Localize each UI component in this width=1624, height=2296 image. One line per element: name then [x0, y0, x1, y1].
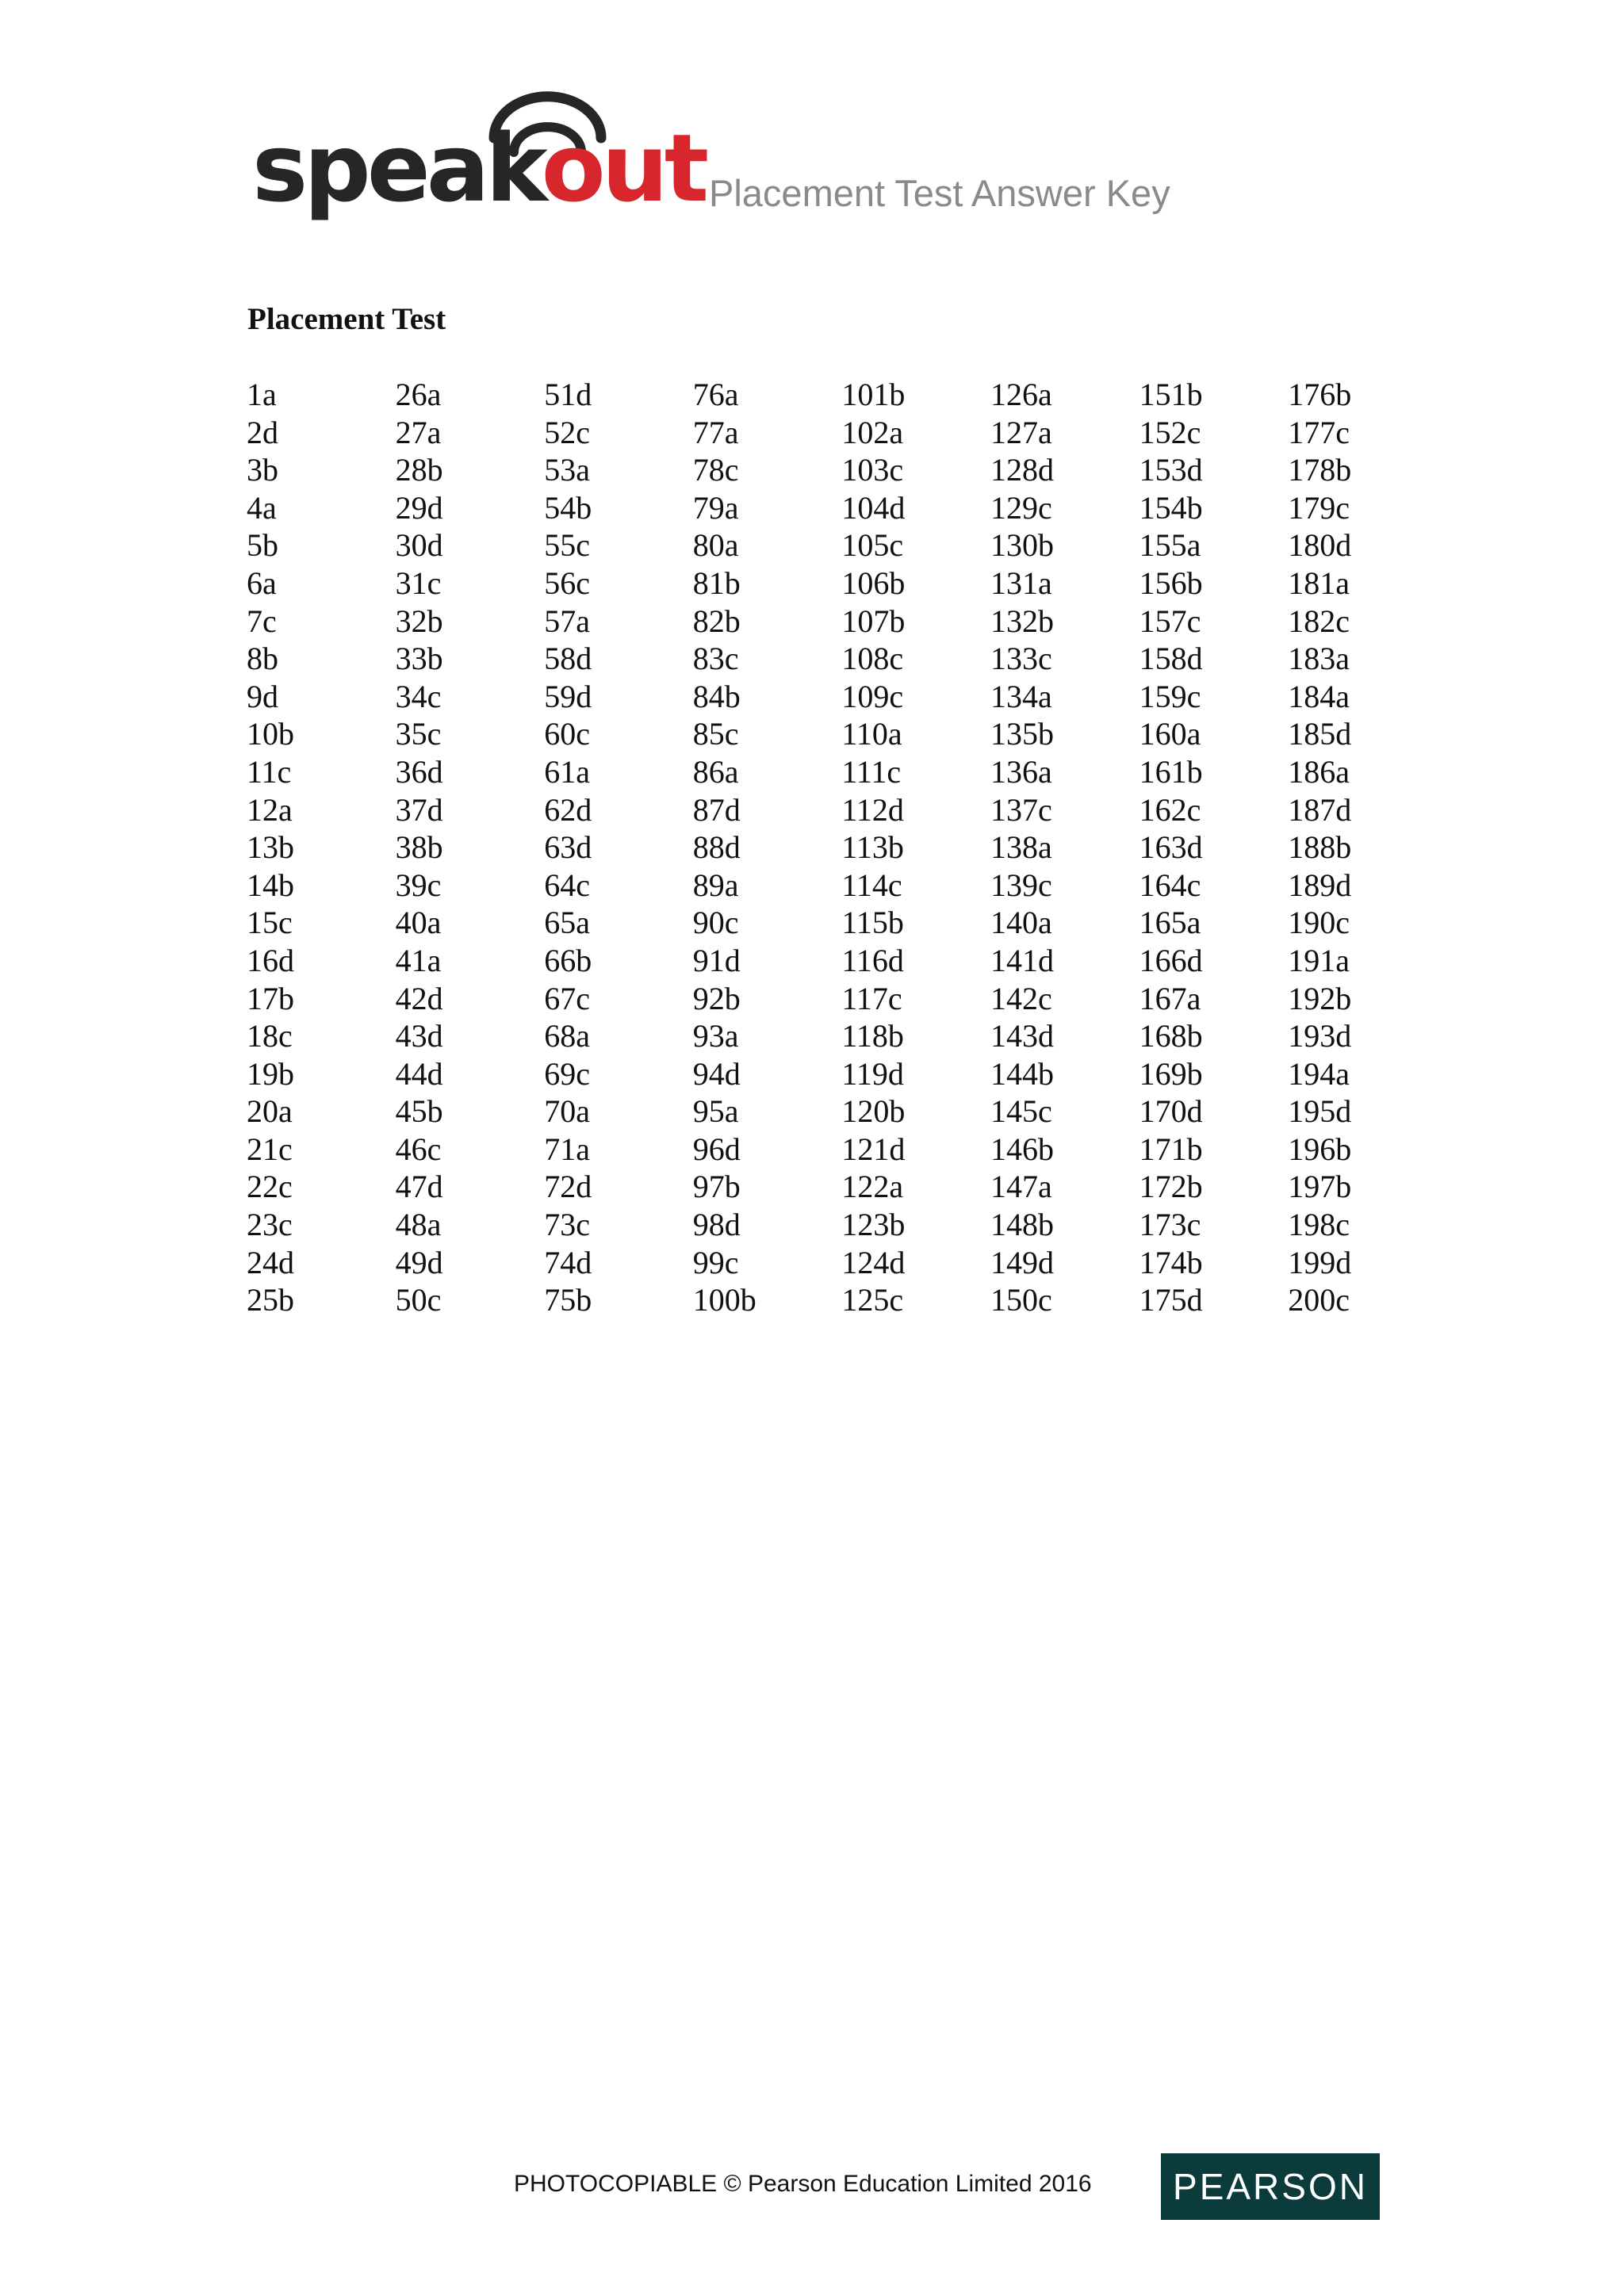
answer-item: 117c [841, 980, 902, 1016]
answer-item: 76a [692, 377, 739, 412]
footer-copyright: PHOTOCOPIABLE © Pearson Education Limited 2016 [514, 2171, 1092, 2197]
answer-item: 128d [990, 452, 1054, 488]
answer-item: 22c [247, 1169, 293, 1205]
answer-item: 173c [1139, 1207, 1201, 1243]
answer-item: 166d [1139, 942, 1203, 978]
answer-item: 31c [395, 564, 442, 601]
answer-item: 27a [395, 414, 442, 450]
answer-item: 80a [692, 527, 739, 564]
answer-item: 118b [841, 1018, 904, 1054]
answer-item: 51d [544, 377, 592, 412]
answer-item: 102a [841, 414, 904, 450]
answer-item: 140a [990, 905, 1052, 941]
answer-item: 88d [692, 829, 741, 866]
answer-item: 74d [544, 1244, 592, 1280]
answer-item: 58d [544, 641, 592, 677]
answer-item: 130b [990, 527, 1054, 564]
answer-item: 110a [841, 716, 902, 752]
logo-text-dark: speak [252, 113, 542, 223]
answer-item: 38b [395, 829, 443, 866]
answer-item: 73c [544, 1207, 590, 1243]
answer-item: 184a [1288, 678, 1350, 714]
answer-item: 91d [692, 942, 741, 978]
answer-item: 156b [1139, 564, 1203, 601]
answer-item: 44d [395, 1055, 443, 1092]
answer-item: 153d [1139, 452, 1203, 488]
answer-item: 144b [990, 1055, 1054, 1092]
answer-item: 135b [990, 716, 1054, 752]
answer-item: 139c [990, 867, 1052, 903]
answer-item: 114c [841, 867, 902, 903]
answer-item: 64c [544, 867, 590, 903]
answer-item: 2d [247, 414, 278, 450]
answer-item: 70a [544, 1093, 590, 1130]
answer-item: 174b [1139, 1244, 1203, 1280]
section-title: Placement Test [247, 302, 446, 336]
answer-item: 160a [1139, 716, 1201, 752]
answer-item: 87d [692, 791, 741, 828]
answer-item: 179c [1288, 489, 1350, 526]
answer-item: 133c [990, 641, 1052, 677]
answer-column [1288, 376, 1431, 1319]
header-title: Placement Test Answer Key [709, 172, 1170, 214]
answer-item: 61a [544, 753, 590, 790]
answer-item: 55c [544, 527, 590, 564]
answer-item: 116d [841, 942, 904, 978]
answer-item: 47d [395, 1169, 443, 1205]
answer-item: 63d [544, 829, 592, 866]
answer-item: 34c [395, 678, 442, 714]
answer-item: 154b [1139, 489, 1203, 526]
answer-item: 26a [395, 377, 442, 412]
answer-item: 7c [247, 603, 277, 639]
answer-item: 9d [247, 678, 278, 714]
answer-item: 28b [395, 452, 443, 488]
logo-text-red: out [541, 113, 706, 223]
answer-item: 57a [544, 603, 590, 639]
answer-item: 188b [1288, 829, 1352, 866]
answer-item: 97b [692, 1169, 741, 1205]
answer-item: 138a [990, 829, 1052, 866]
answer-item: 8b [247, 641, 278, 677]
answer-column [544, 376, 687, 1319]
answer-item: 170d [1139, 1093, 1203, 1130]
answer-item: 129c [990, 489, 1052, 526]
answer-item: 146b [990, 1131, 1054, 1167]
answer-column [1139, 376, 1282, 1319]
answer-item: 49d [395, 1244, 443, 1280]
answer-item: 183a [1288, 641, 1350, 677]
answer-item: 69c [544, 1055, 590, 1092]
answer-item: 20a [247, 1093, 293, 1130]
answer-item: 175d [1139, 1282, 1203, 1318]
answer-item: 191a [1288, 942, 1350, 978]
answer-item: 95a [692, 1093, 739, 1130]
answer-item: 164c [1139, 867, 1201, 903]
answer-item: 23c [247, 1207, 293, 1243]
answer-column [990, 376, 1133, 1319]
answer-item: 163d [1139, 829, 1203, 866]
answer-item: 113b [841, 829, 904, 866]
answer-item: 176b [1288, 377, 1352, 412]
answer-item: 71a [544, 1131, 590, 1167]
page-header [252, 101, 1362, 228]
answer-item: 4a [247, 489, 277, 526]
answer-item: 54b [544, 489, 592, 526]
answer-item: 10b [247, 716, 294, 752]
answer-item: 196b [1288, 1131, 1352, 1167]
answer-item: 200c [1288, 1282, 1350, 1318]
answer-item: 145c [990, 1093, 1052, 1130]
answer-item: 181a [1288, 564, 1350, 601]
answer-item: 59d [544, 678, 592, 714]
answer-item: 178b [1288, 452, 1352, 488]
answer-item: 93a [692, 1018, 739, 1054]
answer-item: 112d [841, 791, 904, 828]
answer-item: 137c [990, 791, 1052, 828]
answer-item: 40a [395, 905, 442, 941]
answer-item: 5b [247, 527, 278, 564]
speakout-logo [252, 101, 706, 228]
answer-item: 111c [841, 753, 902, 790]
answer-item: 126a [990, 377, 1052, 412]
answer-item: 120b [841, 1093, 906, 1130]
answer-item: 60c [544, 716, 590, 752]
answer-column [841, 376, 984, 1319]
answer-item: 46c [395, 1131, 442, 1167]
answer-item: 82b [692, 603, 741, 639]
answer-column [247, 376, 389, 1319]
answer-item: 190c [1288, 905, 1350, 941]
answer-item: 194a [1288, 1055, 1350, 1092]
answer-item: 162c [1139, 791, 1201, 828]
answer-item: 150c [990, 1282, 1052, 1318]
answer-item: 125c [841, 1282, 904, 1318]
answer-item: 11c [247, 753, 292, 790]
answer-item: 18c [247, 1018, 293, 1054]
answer-item: 85c [692, 716, 739, 752]
answer-item: 25b [247, 1282, 294, 1318]
answer-item: 94d [692, 1055, 741, 1092]
answer-item: 36d [395, 753, 443, 790]
answer-item: 185d [1288, 716, 1352, 752]
answer-item: 127a [990, 414, 1052, 450]
answer-item: 35c [395, 716, 442, 752]
answer-item: 131a [990, 564, 1052, 601]
svg-text:speakout [252, 113, 707, 223]
answer-item: 67c [544, 980, 590, 1016]
answer-item: 81b [692, 564, 741, 601]
answer-item: 92b [692, 980, 741, 1016]
answer-item: 29d [395, 489, 443, 526]
pearson-logo-text: PEARSON [1173, 2166, 1368, 2207]
answer-item: 16d [247, 942, 294, 978]
answer-item: 19b [247, 1055, 294, 1092]
answer-item: 13b [247, 829, 294, 866]
answer-item: 172b [1139, 1169, 1203, 1205]
answer-item: 39c [395, 867, 442, 903]
answer-item: 132b [990, 603, 1054, 639]
answer-item: 180d [1288, 527, 1352, 564]
answer-item: 167a [1139, 980, 1201, 1016]
answer-item: 198c [1288, 1207, 1350, 1243]
answer-item: 6a [247, 564, 277, 601]
answer-item: 147a [990, 1169, 1052, 1205]
answer-item: 12a [247, 791, 293, 828]
answer-item: 101b [841, 377, 906, 412]
answer-item: 65a [544, 905, 590, 941]
answer-item: 30d [395, 527, 443, 564]
answer-item: 99c [692, 1244, 739, 1280]
answer-item: 100b [692, 1282, 756, 1318]
answer-item: 189d [1288, 867, 1352, 903]
answer-item: 141d [990, 942, 1054, 978]
answer-item: 84b [692, 678, 741, 714]
answer-item: 108c [841, 641, 904, 677]
answer-item: 89a [692, 867, 739, 903]
answer-item: 77a [692, 414, 739, 450]
answer-item: 105c [841, 527, 904, 564]
answer-item: 15c [247, 905, 293, 941]
answer-item: 197b [1288, 1169, 1352, 1205]
answer-item: 124d [841, 1244, 906, 1280]
answer-item: 14b [247, 867, 294, 903]
answer-item: 21c [247, 1131, 293, 1167]
answer-column [693, 376, 836, 1319]
answer-item: 121d [841, 1131, 906, 1167]
answer-item: 115b [841, 905, 904, 941]
answer-item: 193d [1288, 1018, 1352, 1054]
answer-item: 149d [990, 1244, 1054, 1280]
answer-item: 136a [990, 753, 1052, 790]
answer-item: 106b [841, 564, 906, 601]
answer-item: 152c [1139, 414, 1201, 450]
answer-item: 43d [395, 1018, 443, 1054]
answer-item: 78c [692, 452, 739, 488]
answer-item: 37d [395, 791, 443, 828]
answer-item: 186a [1288, 753, 1350, 790]
answer-item: 151b [1139, 377, 1203, 412]
answer-item: 83c [692, 641, 739, 677]
answer-item: 1a [247, 377, 277, 412]
answer-item: 68a [544, 1018, 590, 1054]
answer-item: 142c [990, 980, 1052, 1016]
answer-item: 103c [841, 452, 904, 488]
answer-item: 107b [841, 603, 906, 639]
answer-item: 52c [544, 414, 590, 450]
answer-item: 98d [692, 1207, 741, 1243]
answer-item: 109c [841, 678, 904, 714]
answer-item: 169b [1139, 1055, 1203, 1092]
answer-item: 134a [990, 678, 1052, 714]
answer-item: 96d [692, 1131, 741, 1167]
answer-item: 119d [841, 1055, 904, 1092]
answer-item: 33b [395, 641, 443, 677]
answer-item: 24d [247, 1244, 294, 1280]
answer-item: 199d [1288, 1244, 1352, 1280]
answer-item: 157c [1139, 603, 1201, 639]
answer-item: 165a [1139, 905, 1201, 941]
answer-item: 195d [1288, 1093, 1352, 1130]
answer-item: 192b [1288, 980, 1352, 1016]
answer-item: 3b [247, 452, 278, 488]
answer-item: 79a [692, 489, 739, 526]
answer-item: 86a [692, 753, 739, 790]
answer-item: 155a [1139, 527, 1201, 564]
answer-item: 143d [990, 1018, 1054, 1054]
answer-item: 45b [395, 1093, 443, 1130]
answer-item: 161b [1139, 753, 1203, 790]
answer-item: 168b [1139, 1018, 1203, 1054]
answer-item: 182c [1288, 603, 1350, 639]
answer-item: 123b [841, 1207, 906, 1243]
answer-item: 41a [395, 942, 442, 978]
answer-item: 177c [1288, 414, 1350, 450]
answer-item: 56c [544, 564, 590, 601]
answer-item: 104d [841, 489, 906, 526]
answer-item: 187d [1288, 791, 1352, 828]
answer-item: 148b [990, 1207, 1054, 1243]
answer-item: 32b [395, 603, 443, 639]
answer-item: 75b [544, 1282, 592, 1318]
answer-item: 90c [692, 905, 739, 941]
answer-item: 158d [1139, 641, 1203, 677]
answer-item: 122a [841, 1169, 904, 1205]
answer-item: 171b [1139, 1131, 1203, 1167]
answer-item: 53a [544, 452, 590, 488]
answer-column [396, 376, 538, 1319]
pearson-logo [1161, 2153, 1380, 2220]
answer-item: 72d [544, 1169, 592, 1205]
answer-item: 66b [544, 942, 592, 978]
answer-item: 17b [247, 980, 294, 1016]
answer-item: 48a [395, 1207, 442, 1243]
answer-item: 50c [395, 1282, 442, 1318]
answer-item: 42d [395, 980, 443, 1016]
answer-item: 62d [544, 791, 592, 828]
answer-item: 159c [1139, 678, 1201, 714]
